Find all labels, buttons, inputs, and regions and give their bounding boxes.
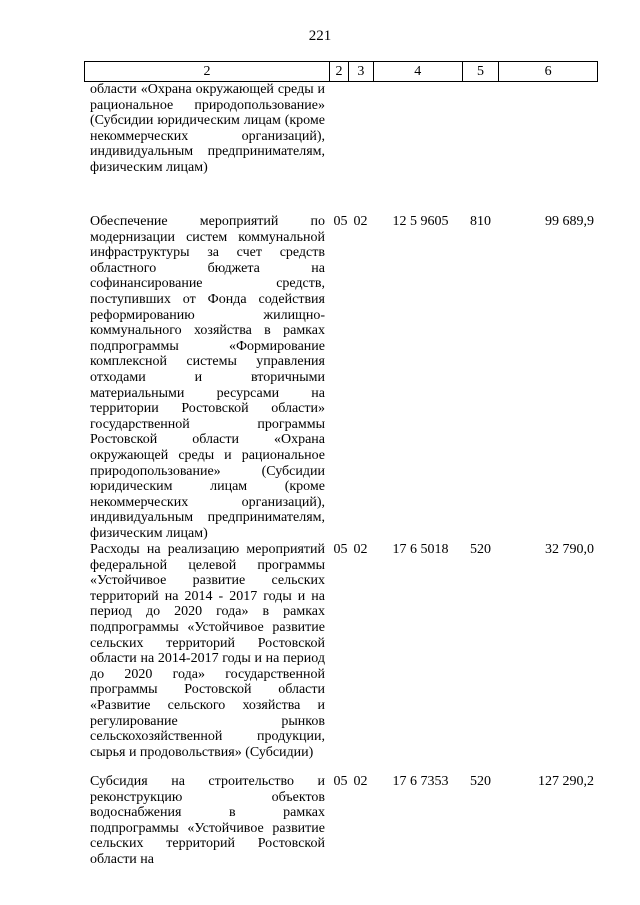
table-row [84, 542, 598, 764]
row-podrazdel: 02 [353, 542, 368, 557]
row-expense-type: 810 [470, 214, 491, 229]
table-row [84, 82, 598, 202]
row-expense-type: 520 [470, 774, 491, 789]
table-header [84, 61, 598, 82]
row-razdel: 05 [333, 214, 348, 229]
row-description: Субсидия на строительство и реконструкцию объектов водоснабжения в рамках подпрограммы «Устойчивое развитие сельских территорий Ростовской области на [90, 774, 325, 867]
row-razdel [329, 82, 348, 202]
budget-table [84, 61, 598, 867]
row-amount: 99 689,9 [545, 214, 594, 229]
row-amount: 127 290,2 [538, 774, 594, 789]
header-col-4: 4 [373, 62, 462, 81]
row-description: Расходы на реализацию мероприятий федеральной целевой программы «Устойчивое развитие сельских территорий на 2014 - 2017 годы и на период до 2020 года» в рамках подпрограммы «Устойчивое развитие сельских территорий Ростовской области на 2014-2017 годы и на период до 2020 года» государственной программы Ростовской области «Развитие сельского хозяйства и регулирование рынков сельскохозяйственной продукции, сырья и продовольствия» (Субсидии) [90, 542, 325, 760]
row-razdel: 05 [333, 774, 348, 789]
row-amount: 32 790,0 [545, 542, 594, 557]
row-description: области «Охрана окружающей среды и рациональное природопользование» (Субсидии юридическим лицам (кроме некоммерческих организаций), индивидуальным предпринимателям, физическим лицам) [90, 82, 325, 175]
row-podrazdel: 02 [353, 214, 368, 229]
header-col-2: 2 [203, 63, 211, 79]
header-col-6: 6 [498, 62, 597, 81]
header-col-razdel: 2 [329, 62, 348, 81]
row-expense-type [462, 82, 499, 202]
header-col-3: 3 [348, 62, 373, 81]
page-number: 221 [308, 28, 332, 44]
table-row [84, 774, 598, 867]
table-row [84, 214, 598, 541]
header-col-5: 5 [462, 62, 499, 81]
row-target-article: 12 5 9605 [392, 214, 449, 229]
row-target-article: 17 6 5018 [392, 542, 449, 557]
row-description: Обеспечение мероприятий по модернизации систем коммунальной инфраструктуры за счет средств областного бюджета на софинансирование средств, поступивших от Фонда содействия реформированию жилищно-коммунального хозяйства в рамках подпрограммы «Формирование комплексной системы управления отходами и вторичными материальными ресурсами на территории Ростовской области» государственной программы Ростовской области «Охрана окружающей среды и рациональное природопользование» (Субсидии юридическим лицам (кроме некоммерческих организаций), индивидуальным предпринимателям, физическим лицам) [90, 214, 325, 541]
row-amount [499, 82, 598, 202]
row-target-article: 17 6 7353 [392, 774, 449, 789]
row-razdel: 05 [333, 542, 348, 557]
row-target-article [373, 82, 462, 202]
row-podrazdel: 02 [353, 774, 368, 789]
row-expense-type: 520 [470, 542, 491, 557]
row-podrazdel [348, 82, 373, 202]
